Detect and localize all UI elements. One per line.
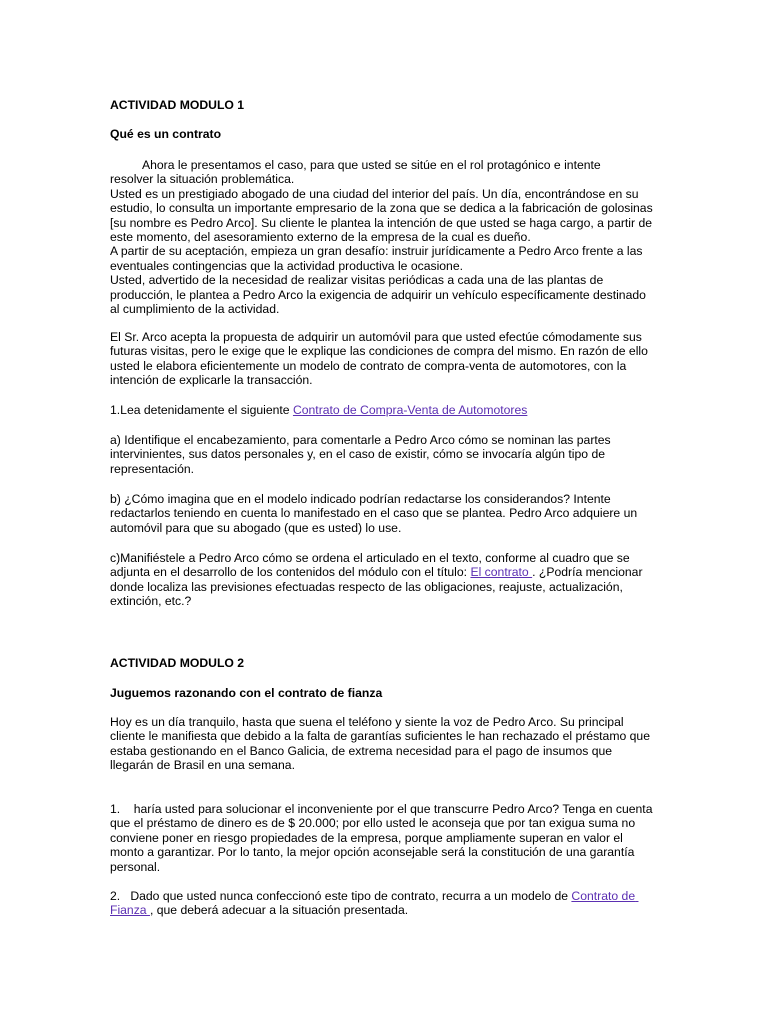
item-c-suffix: . ¿Podría mencionar donde localiza las previsiones efectuadas respecto de las obligaciones, reajuste, actualización, extinción, etc.? [110, 565, 643, 609]
challenge-text: A partir de su aceptación, empieza un gran desafío: instruir jurídicamente a Pedro Arco frente a las eventuales contingencias que la actividad productiva le ocasione. [110, 244, 643, 273]
intro-line-2: resolver la situación problemática. [110, 172, 295, 187]
el-contrato-link[interactable]: El contrato [470, 565, 533, 580]
activity2-subheading: Juguemos razonando con el contrato de fianza [110, 686, 383, 700]
contrato-compra-venta-link[interactable]: Contrato de Compra-Venta de Automotores [292, 403, 528, 417]
activity2-item-1: 1. haría usted para solucionar el inconveniente por el que transcurre Pedro Arco? Tenga en cuenta que el préstamo de dinero es de $ 20.000; por ello usted le aconseja que por tan exigua suma no conviene poner en riesgo propiedades de la empresa, porque ampliamente superan en valor el monto a garantizar. Por lo tanto, la mejor opción aconsejable será la constitución de una garantía personal. [110, 802, 656, 874]
arco-paragraph: El Sr. Arco acepta la propuesta de adquirir un automóvil para que usted efectúe cómodamente sus futuras visitas, pero le exige que le explique las condiciones de compra del mismo. En razón de ello usted le elabora eficientemente un modelo de contrato de compra-venta de automotores, con la intención de explicarle la transacción. [110, 330, 648, 388]
activity1-item-a: a) Identifique el encabezamiento, para comentarle a Pedro Arco cómo se nominan las partes intervinientes, sus datos personales y, en el caso de existir, cómo se invocaría algún tipo de representación. [110, 433, 611, 476]
contrato-fianza-link[interactable]: Contrato de Fianza [110, 889, 639, 918]
item-2-suffix: , que deberá adecuar a la situación presentada. [149, 903, 409, 918]
activity1-subheading: Qué es un contrato [110, 127, 222, 141]
activity1-item-c [110, 551, 658, 609]
activity1-heading: ACTIVIDAD MODULO 1 [110, 98, 245, 112]
visits-text: Usted, advertido de la necesidad de realizar visitas periódicas a cada una de las plantas de producción, le plantea a Pedro Arco la exigencia de adquirir un vehículo específicamente destinado al cumplimiento de la actividad. [110, 273, 646, 317]
item-c-text: c)Manifiéstele a Pedro Arco cómo se ordena el articulado en el texto, conforme al cuadro que se adjunta en el desarrollo de los contenidos del módulo con el título: [110, 551, 630, 580]
activity2-heading: ACTIVIDAD MODULO 2 [110, 656, 245, 670]
intro-line-1: Ahora le presentamos el caso, para que usted se sitúe en el rol protagónico e intente [142, 158, 601, 172]
activity1-item-1 [110, 403, 658, 417]
item-1-text: 1.Lea detenidamente el siguiente [110, 403, 293, 417]
activity2-intro-paragraph: Hoy es un día tranquilo, hasta que suena el teléfono y siente la voz de Pedro Arco. Su principal cliente le manifiesta que debido a la falta de garantías suficientes le han rechazado el préstamo que estaba gestionando en el Banco Galicia, de extrema necesidad para el pago de insumos que llegarán de Brasil en una semana. [110, 715, 650, 773]
activity2-item-2 [110, 889, 658, 918]
case-text: Usted es un prestigiado abogado de una ciudad del interior del país. Un día, encontrándose en su estudio, lo consulta un importante empresario de la zona que se dedica a la fabricación de golosinas [su nombre es Pedro Arco]. Su cliente le plantea la intención de que usted se haga cargo, a partir de este momento, del asesoramiento externo de la empresa de la cual es dueño. [110, 186, 653, 245]
activity1-item-b: b) ¿Cómo imagina que en el modelo indicado podrían redactarse los considerandos? Intente redactarlos teniendo en cuenta lo manifestado en el caso que se plantea. Pedro Arco adquiere un automóvil para que su abogado (que es usted) lo use. [110, 492, 638, 535]
item-2-text: 2. Dado que usted nunca confeccionó este tipo de contrato, recurra a un modelo de [110, 889, 572, 903]
activity1-intro-paragraph [110, 158, 658, 316]
